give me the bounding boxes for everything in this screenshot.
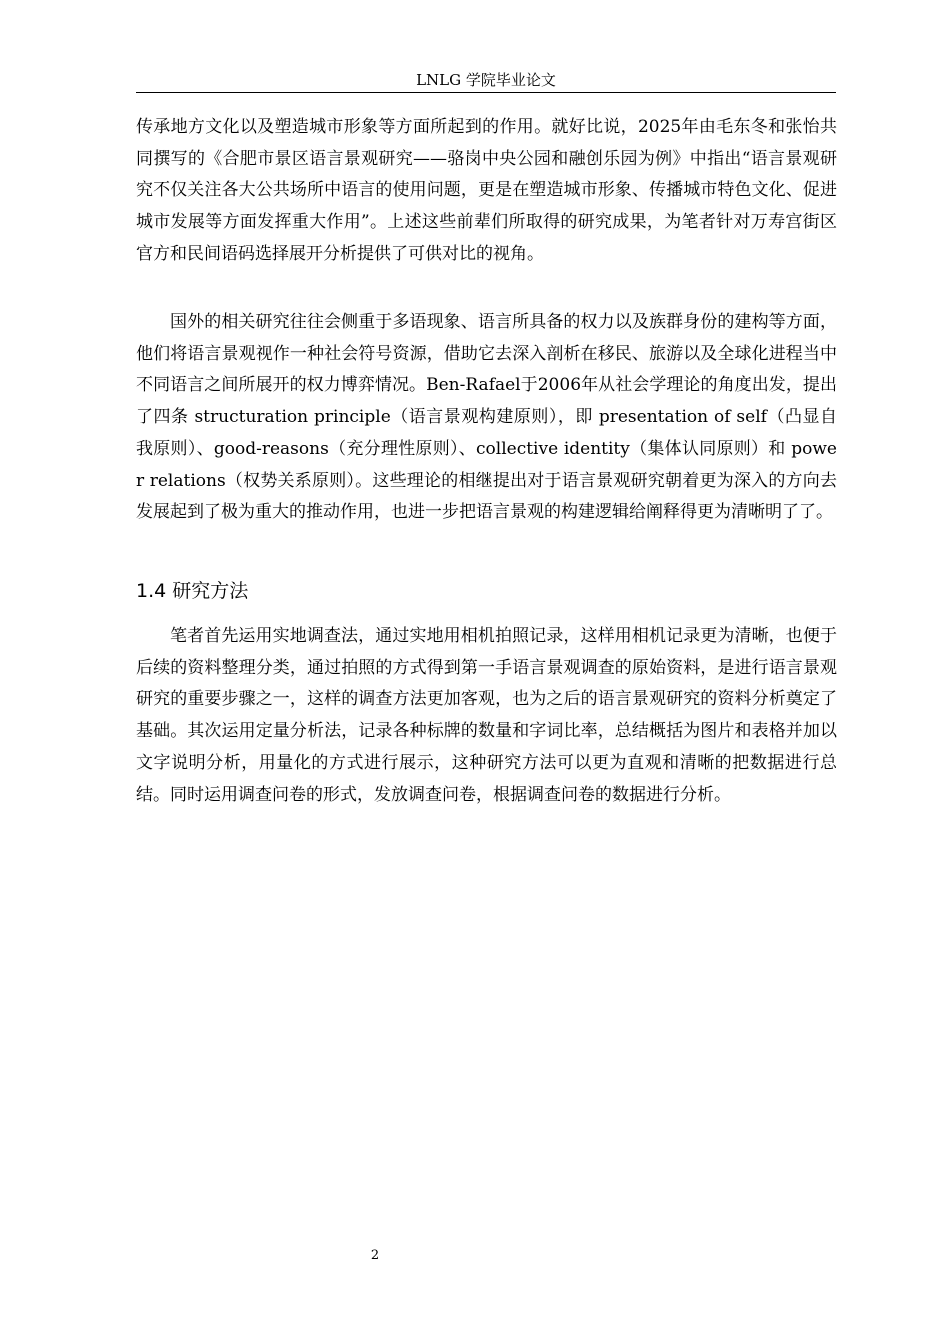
header-title: LNLG 学院毕业论文: [416, 71, 556, 89]
page-header: [136, 70, 836, 93]
body-paragraph-2: 国外的相关研究往往会侧重于多语现象、语言所具备的权力以及族群身份的建构等方面，他们将语言景观视作一种社会符号资源，借助它去深入剖析在移民、旅游以及全球化进程当中不同语言之间所展开的权力博弈情况。Ben-Rafael于2006年从社会学理论的角度出发，提出了四条 structuration principle（语言景观构建原则），即 presentation of self（凸显自我原则）、good-reasons（充分理性原则）、collective identity（集体认同原则）和 power relations（权势关系原则）。这些理论的相继提出对于语言景观研究朝着更为深入的方向去发展起到了极为重大的推动作用，也进一步把语言景观的构建逻辑给阐释得更为清晰明了了。: [136, 312, 837, 523]
page-number: 2: [370, 1248, 380, 1263]
body-paragraph-3: 笔者首先运用实地调查法，通过实地用相机拍照记录，这样用相机记录更为清晰，也便于后续的资料整理分类，通过拍照的方式得到第一手语言景观调查的原始资料，是进行语言景观研究的重要步骤之一，这样的调查方法更加客观，也为之后的语言景观研究的资料分析奠定了基础。其次运用定量分析法，记录各种标牌的数量和字词比率，总结概括为图片和表格并加以文字说明分析，用量化的方式进行展示，这种研究方法可以更为直观和清晰的把数据进行总结。同时运用调查问卷的形式，发放调查问卷，根据调查问卷的数据进行分析。: [136, 626, 837, 805]
section-heading: 1.4 研究方法: [136, 580, 249, 602]
body-paragraph-1: 传承地方文化以及塑造城市形象等方面所起到的作用。就好比说，2025年由毛东冬和张怡共同撰写的《合肥市景区语言景观研究——骆岗中央公园和融创乐园为例》中指出“语言景观研究不仅关注各大公共场所中语言的使用问题，更是在塑造城市形象、传播城市特色文化、促进城市发展等方面发挥重大作用”。上述这些前辈们所取得的研究成果，为笔者针对万寿宫街区官方和民间语码选择展开分析提供了可供对比的视角。: [136, 117, 837, 264]
